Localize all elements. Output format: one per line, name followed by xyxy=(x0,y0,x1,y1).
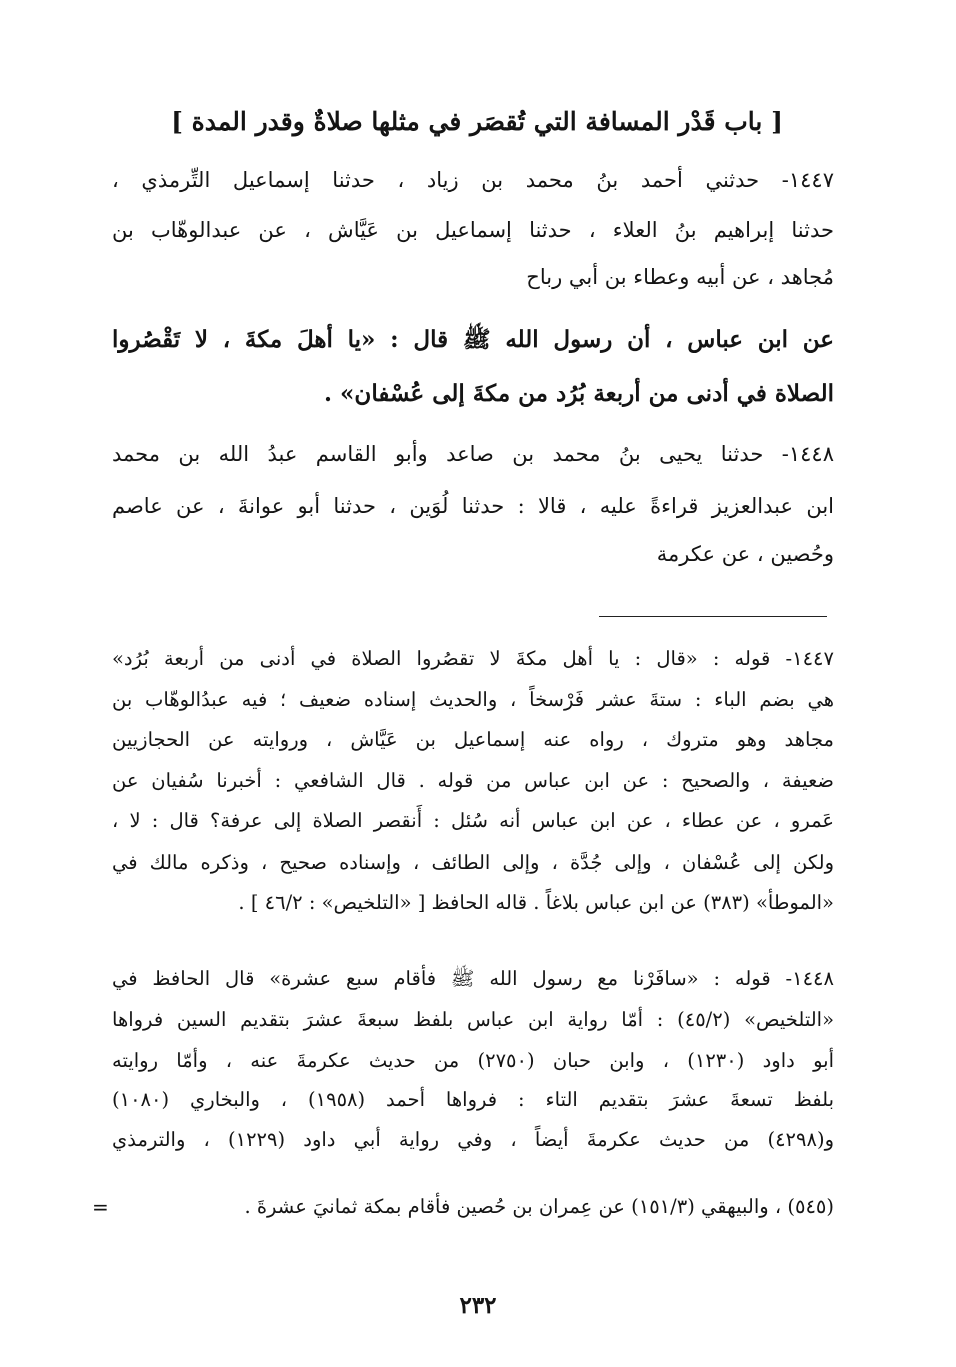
footnote-1447-line-4: ضعيفة ، والصحيح : عن ابن عباس من قوله . قال الشافعي : أخبرنا سُفيان عن xyxy=(112,769,834,792)
hadith-1448-isnad-line-3: وحُصين ، عن عكرمة xyxy=(656,542,834,566)
chapter-title: [ باب قَدْر المسافة التي تُقصَر في مثلها صلاةٌ وقدر المدة ] xyxy=(171,107,783,136)
footnote-1448-line-6: (٥٤٥) ، والبيهقي (١٥١/٣) عن عِمران بن حُصين فأقام بمكة ثمانيَ عشرةَ . xyxy=(244,1195,834,1218)
footnote-1447-line-6: ولكن إلى عُسْفان ، وإلى جُدَّة ، وإلى الطائف ، وإسناده صحيح ، وذكره مالك في xyxy=(112,851,834,874)
footnote-1448-line-4: بلفظ تسعةَ عشرَ بتقديم التاء : فرواها أحمد (١٩٥٨) ، والبخاري (١٠٨٠) xyxy=(112,1088,834,1111)
hadith-1448-isnad-line-1: ١٤٤٨- حدثنا يحيى بنُ محمد بن صاعد وأبو القاسم عبدُ الله بن محمد xyxy=(112,442,834,466)
hadith-1448-isnad-line-2: ابن عبدالعزيز قراءةً عليه ، قالا : حدثنا لُوَين ، حدثنا أبو عوانةَ ، عن عاصم xyxy=(112,494,834,518)
hadith-1447-matn-line-2: الصلاة في أدنى من أربعة بُرُد من مكةَ إلى عُسْفان» . xyxy=(324,380,834,407)
footnote-1447-line-5: عَمرو ، عن عطاء ، عن ابن عباس أنه سُئل : أَنقصر الصلاة إلى عرفة؟ قال : لا ، xyxy=(112,809,834,832)
footnote-1448-line-3: أبو داود (١٢٣٠) ، وابن حبان (٢٧٥٠) من حديث عكرمةَ عنه ، وأمّا روايته xyxy=(112,1049,834,1072)
continuation-mark: = xyxy=(92,1195,109,1219)
hadith-1447-isnad-line-1: ١٤٤٧- حدثني أحمد بنُ محمد بن زياد ، حدثنا إسماعيل التِّرمذي ، xyxy=(112,168,834,192)
footnote-1447-line-3: مجاهد وهو متروك ، رواه عنه إسماعيل بن عَيَّاش ، وروايته عن الحجازيين xyxy=(112,728,834,751)
hadith-1447-isnad-line-2: حدثنا إبراهيم بنُ العلاء ، حدثنا إسماعيل بن عَيَّاش ، عن عبدالوهّاب بن xyxy=(112,218,834,242)
footnote-1448-line-1: ١٤٤٨- قوله : «سافَرْنا مع رسول الله ﷺ فأقام سبع عشرة» قال الحافظ في xyxy=(112,967,834,990)
footnote-1448-line-2: «التلخيص» (٤٥/٢) : أمّا رواية ابن عباس بلفظ سبعةَ عشرَ بتقديم السين فرواها xyxy=(112,1008,834,1031)
footnote-separator xyxy=(599,616,827,617)
footnote-1447-line-7: «الموطأ» (٣٨٣) عن ابن عباس بلاغاً . قاله الحافظ [ «التلخيص» : ٤٦/٢ ] . xyxy=(238,891,834,914)
hadith-1447-matn-line-1: عن ابن عباس ، أن رسول الله ﷺ قال : «يا أهلَ مكةَ ، لا تَقْصُروا xyxy=(112,326,834,353)
page-number: ٢٣٢ xyxy=(459,1292,497,1319)
hadith-1447-isnad-line-3: مُجاهد ، عن أبيه وعطاء بن أبي رباح xyxy=(526,265,834,289)
footnote-1447-line-2: هي بضم الباء : ستةَ عشر فَرْسخاً ، والحديث إسناده ضعيف ؛ فيه عبدُالوهّاب بن xyxy=(112,688,834,711)
footnote-1447-line-1: ١٤٤٧- قوله : «قال : يا أهل مكةَ لا تقصُروا الصلاة في أدنى من أربعة بُرُد» xyxy=(112,647,834,670)
footnote-1448-line-5: و(٤٢٩٨) من حديث عكرمةَ أيضاً ، وفي رواية أبي داود (١٢٢٩) ، والترمذي xyxy=(112,1128,834,1151)
